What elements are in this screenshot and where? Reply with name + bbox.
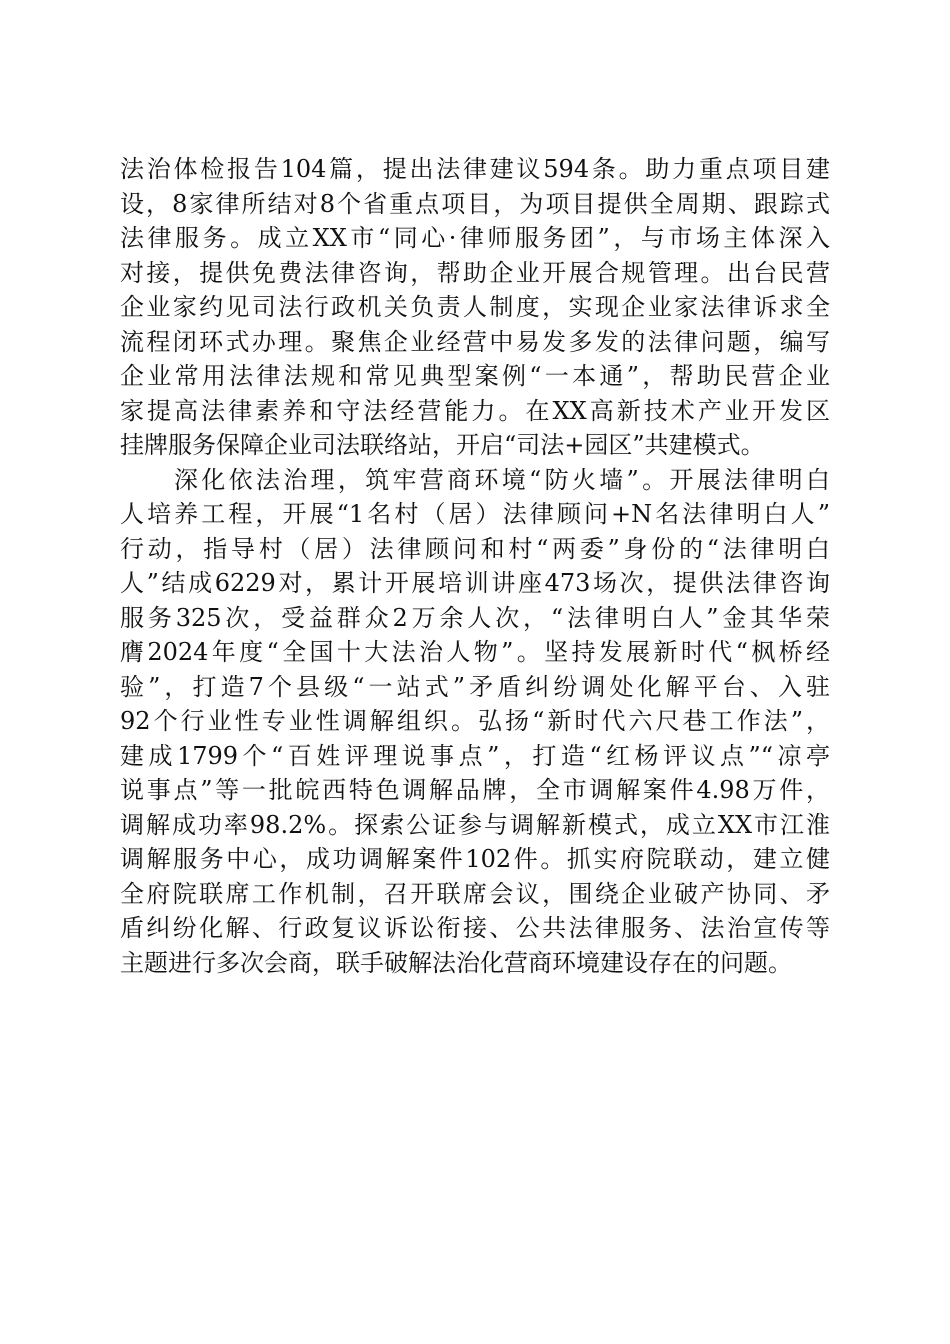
paragraph-legal-services <box>120 152 830 463</box>
text-line: 92个行业性专业性调解组织。弘扬“新时代六尺巷工作法”， <box>120 707 830 735</box>
text-line: 调解服务中心，成功调解案件102件。抓实府院联动，建立健 <box>120 845 830 873</box>
text-line: 流程闭环式办理。聚焦企业经营中易发多发的法律问题，编写 <box>120 327 830 356</box>
text-line: 法治体检报告104篇，提出法律建议594条。助力重点项目建 <box>120 155 830 183</box>
text-line: 设，8家律所结对8个省重点项目，为项目提供全周期、跟踪式 <box>120 189 830 218</box>
text-line: 膺2024年度“全国十大法治人物”。坚持发展新时代“枫桥经 <box>120 638 830 666</box>
text-line: 盾纠纷化解、行政复议诉讼衔接、公共法律服务、法治宣传等 <box>120 914 830 942</box>
text-line: 企业常用法律法规和常见典型案例“一本通”，帮助民营企业 <box>120 362 830 390</box>
paragraph-legal-governance <box>120 463 830 981</box>
text-line: 调解成功率98.2%。探索公证参与调解新模式，成立XX市江淮 <box>120 810 830 839</box>
text-line: 服务325次，受益群众2万余人次，“法律明白人”金其华荣 <box>120 603 830 632</box>
text-line: 家提高法律素养和守法经营能力。在XX高新技术产业开发区 <box>120 396 830 425</box>
text-line: 全府院联席工作机制，召开联席会议，围绕企业破产协同、矛 <box>120 879 830 908</box>
text-line: 主题进行多次会商，联手破解法治化营商环境建设存在的问题。 <box>120 948 792 977</box>
text-line: 人培养工程，开展“1名村（居）法律顾问+N名法律明白人” <box>120 500 830 528</box>
text-line: 挂牌服务保障企业司法联络站，开启“司法+园区”共建模式。 <box>120 431 765 459</box>
body-text <box>120 152 830 980</box>
text-line: 企业家约见司法行政机关负责人制度，实现企业家法律诉求全 <box>120 293 830 321</box>
text-line: 行动，指导村（居）法律顾问和村“两委”身份的“法律明白 <box>120 534 830 563</box>
text-line: 说事点”等一批皖西特色调解品牌，全市调解案件4.98万件， <box>120 776 830 804</box>
text-line: 人”结成6229对，累计开展培训讲座473场次，提供法律咨询 <box>120 569 830 597</box>
text-line: 验”，打造7个县级“一站式”矛盾纠纷调处化解平台、入驻 <box>120 672 830 701</box>
text-line: 建成1799个“百姓评理说事点”，打造“红杨评议点”“凉亭 <box>120 741 830 770</box>
text-line: 法律服务。成立XX市“同心·律师服务团”，与市场主体深入 <box>120 224 830 252</box>
text-line: 对接，提供免费法律咨询，帮助企业开展合规管理。出台民营 <box>120 258 830 287</box>
text-line: 深化依法治理，筑牢营商环境“防火墙”。开展法律明白 <box>174 465 830 494</box>
